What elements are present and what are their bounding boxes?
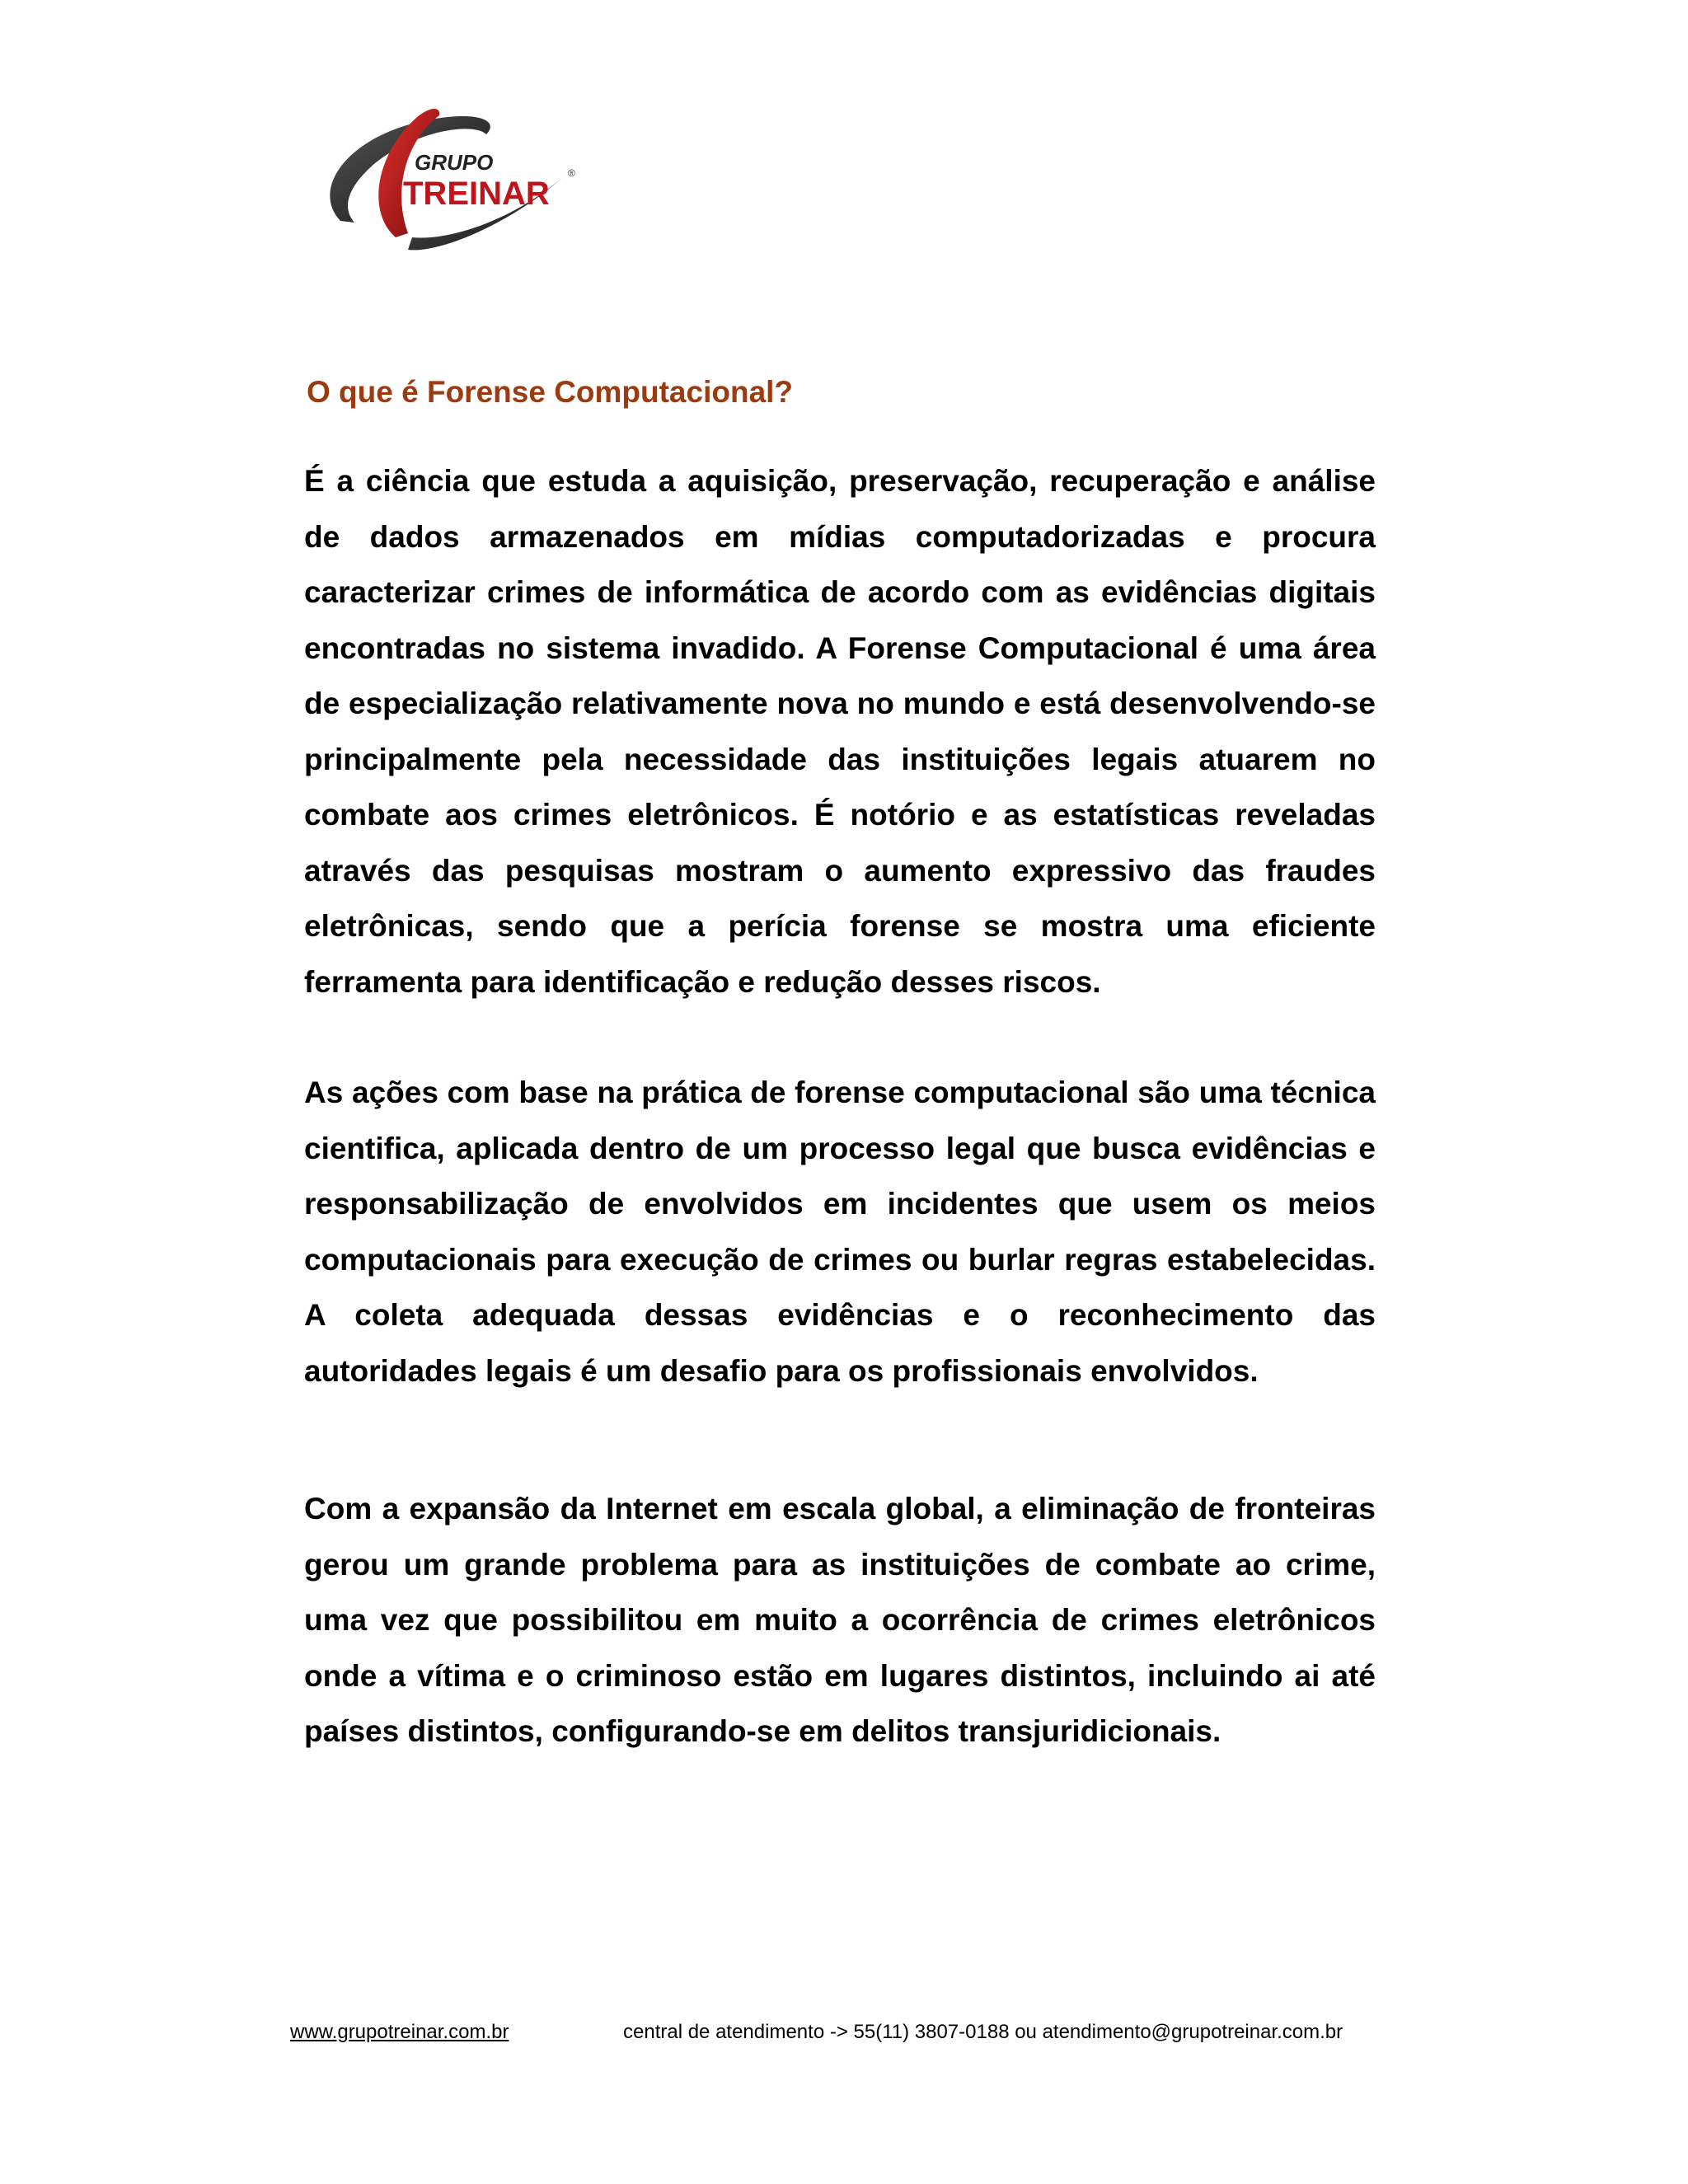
contact-info: central de atendimento -> 55(11) 3807-0188 ou atendimento@grupotreinar.com.br: [623, 2021, 1343, 2043]
paragraph-3: Com a expansão da Internet em escala global, a eliminação de fronteiras gerou um grande problema para as instituições de combate ao crime, uma vez que possibilitou em muito a ocorrência de crimes eletrônicos onde a vítima e o criminoso estão em lugares distintos, incluindo ai até países distintos, configurando-se em delitos transjuridicionais.: [304, 1492, 1376, 1748]
paragraph-1: É a ciência que estuda a aquisição, preservação, recuperação e análise de dados armazenados em mídias computadorizadas e procura caracterizar crimes de informática de acordo com as evidências digitais encontradas no sistema invadido. A Forense Computacional é uma área de especialização relativamente nova no mundo e está desenvolvendo-se principalmente pela necessidade das instituições legais atuarem no combate aos crimes eletrônicos. É notório e as estatísticas reveladas através das pesquisas mostram o aumento expressivo das fraudes eletrônicas, sendo que a perícia forense se mostra uma eficiente ferramenta para identificação e redução desses riscos.: [304, 464, 1376, 999]
document-body: [304, 453, 1376, 1760]
grupo-treinar-logo: [317, 97, 589, 262]
page-title: O que é Forense Computacional?: [307, 375, 794, 409]
logo-text-treinar: TREINAR: [403, 176, 550, 212]
logo-text-grupo: GRUPO: [415, 150, 494, 175]
website-link[interactable]: www.grupotreinar.com.br: [290, 2021, 509, 2043]
logo-registered-mark: ®: [568, 167, 575, 179]
paragraph-2: As ações com base na prática de forense computacional são uma técnica cientifica, aplicada dentro de um processo legal que busca evidências e responsabilização de envolvidos em incidentes que usem os meios computacionais para execução de crimes ou burlar regras estabelecidas. A coleta adequada dessas evidências e o reconhecimento das autoridades legais é um desafio para os profissionais envolvidos.: [304, 1076, 1376, 1388]
